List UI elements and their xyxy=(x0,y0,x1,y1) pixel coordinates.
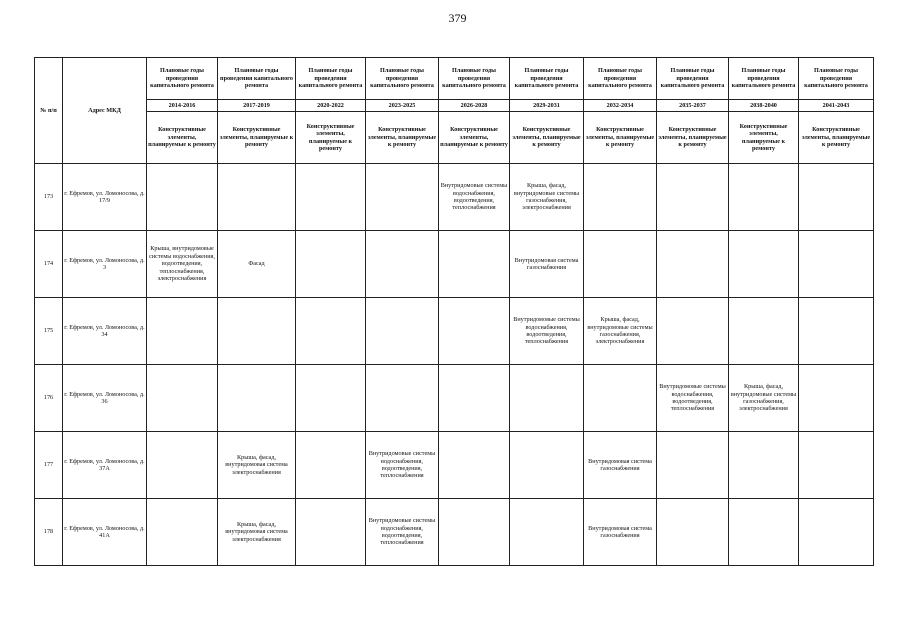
work-cell xyxy=(584,164,657,231)
work-cell xyxy=(799,432,874,499)
work-cell xyxy=(799,164,874,231)
work-cell xyxy=(584,231,657,298)
period-title: Плановые годы проведения капитального ремонта xyxy=(296,58,366,100)
row-number: 176 xyxy=(35,365,63,432)
period-years: 2032-2034 xyxy=(584,100,657,112)
work-cell: Внутридомовая система газоснабжения xyxy=(584,432,657,499)
work-cell xyxy=(218,365,296,432)
row-number: 178 xyxy=(35,499,63,566)
work-cell xyxy=(296,365,366,432)
row-address: г. Ефремов, ул. Ломоносова, д. 34 xyxy=(63,298,147,365)
table-header xyxy=(35,58,874,164)
work-cell xyxy=(657,298,729,365)
work-cell xyxy=(439,298,510,365)
period-title: Плановые годы проведения капитального ремонта xyxy=(657,58,729,100)
work-cell xyxy=(729,164,799,231)
work-cell: Внутридомовые системы водоснабжения, водоотведения, теплоснабжения xyxy=(366,499,439,566)
row-address: г. Ефремов, ул. Ломоносова, д. 3 xyxy=(63,231,147,298)
work-cell: Крыша, фасад, внутридомовые системы газоснабжения, электроснабжения xyxy=(510,164,584,231)
work-cell xyxy=(657,164,729,231)
work-cell xyxy=(296,231,366,298)
period-title: Плановые годы проведения капитального ремонта xyxy=(729,58,799,100)
period-years: 2029-2031 xyxy=(510,100,584,112)
work-cell xyxy=(296,164,366,231)
work-cell: Внутридомовая система газоснабжения xyxy=(584,499,657,566)
period-elements: Конструктивные элементы, планируемые к ремонту xyxy=(366,112,439,164)
table-row xyxy=(35,499,874,566)
period-years: 2038-2040 xyxy=(729,100,799,112)
work-cell xyxy=(366,298,439,365)
work-cell xyxy=(799,231,874,298)
work-cell: Крыша, фасад, внутридомовая система электроснабжения xyxy=(218,499,296,566)
work-cell: Крыша, фасад, внутридомовые системы газоснабжения, электроснабжения xyxy=(584,298,657,365)
period-title: Плановые годы проведения капитального ремонта xyxy=(147,58,218,100)
period-elements: Конструктивные элементы, планируемые к ремонту xyxy=(147,112,218,164)
work-cell xyxy=(729,298,799,365)
work-cell xyxy=(147,298,218,365)
work-cell xyxy=(218,298,296,365)
period-title: Плановые годы проведения капитального ремонта xyxy=(510,58,584,100)
period-elements: Конструктивные элементы, планируемые к ремонту xyxy=(439,112,510,164)
work-cell xyxy=(439,432,510,499)
work-cell: Внутридомовые системы водоснабжения, водоотведения, теплоснабжения xyxy=(366,432,439,499)
work-cell xyxy=(147,164,218,231)
work-cell xyxy=(657,499,729,566)
work-cell xyxy=(439,499,510,566)
period-years: 2014-2016 xyxy=(147,100,218,112)
work-cell xyxy=(366,231,439,298)
work-cell xyxy=(147,499,218,566)
work-cell xyxy=(439,231,510,298)
work-cell: Внутридомовые системы водоснабжения, водоотведения, теплоснабжения xyxy=(510,298,584,365)
work-cell xyxy=(510,365,584,432)
address-column-header: Адрес МКД xyxy=(63,58,147,164)
period-elements: Конструктивные элементы, планируемые к ремонту xyxy=(799,112,874,164)
row-number: 175 xyxy=(35,298,63,365)
work-cell xyxy=(296,499,366,566)
table-row xyxy=(35,231,874,298)
work-cell: Внутридомовая система газоснабжения xyxy=(510,231,584,298)
work-cell xyxy=(147,432,218,499)
work-cell xyxy=(147,365,218,432)
work-cell xyxy=(799,365,874,432)
work-cell xyxy=(510,499,584,566)
work-cell xyxy=(799,499,874,566)
period-years: 2020-2022 xyxy=(296,100,366,112)
work-cell xyxy=(729,432,799,499)
work-cell: Внутридомовые системы водоснабжения, водоотведения, теплоснабжения xyxy=(439,164,510,231)
work-cell xyxy=(799,298,874,365)
work-cell xyxy=(729,499,799,566)
period-elements: Конструктивные элементы, планируемые к ремонту xyxy=(729,112,799,164)
period-years: 2026-2028 xyxy=(439,100,510,112)
work-cell xyxy=(296,298,366,365)
work-cell: Крыша, внутридомовые системы водоснабжения, водоотведения, теплоснабжения, электроснабжения xyxy=(147,231,218,298)
page-number: 379 xyxy=(448,11,467,25)
row-address: г. Ефремов, ул. Ломоносова, д. 37А xyxy=(63,432,147,499)
table-row xyxy=(35,365,874,432)
work-cell xyxy=(729,231,799,298)
table-body xyxy=(35,164,874,566)
work-cell xyxy=(439,365,510,432)
row-address: г. Ефремов, ул. Ломоносова, д. 17/9 xyxy=(63,164,147,231)
work-cell: Внутридомовые системы водоснабжения, водоотведения, теплоснабжения xyxy=(657,365,729,432)
period-elements: Конструктивные элементы, планируемые к ремонту xyxy=(296,112,366,164)
row-address: г. Ефремов, ул. Ломоносова, д. 36 xyxy=(63,365,147,432)
work-cell xyxy=(657,432,729,499)
period-years: 2023-2025 xyxy=(366,100,439,112)
row-number: 177 xyxy=(35,432,63,499)
period-years: 2041-2043 xyxy=(799,100,874,112)
table-row xyxy=(35,432,874,499)
period-elements: Конструктивные элементы, планируемые к ремонту xyxy=(218,112,296,164)
period-title: Плановые годы проведения капитального ремонта xyxy=(799,58,874,100)
num-column-header: № п/п xyxy=(35,58,63,164)
period-title: Плановые годы проведения капитального ремонта xyxy=(439,58,510,100)
work-cell xyxy=(657,231,729,298)
table-row xyxy=(35,298,874,365)
period-elements: Конструктивные элементы, планируемые к ремонту xyxy=(657,112,729,164)
capital-repair-table xyxy=(34,57,874,566)
period-title: Плановые годы проведения капитального ремонта xyxy=(218,58,296,100)
row-address: г. Ефремов, ул. Ломоносова, д. 41А xyxy=(63,499,147,566)
work-cell: Крыша, фасад, внутридомовая система электроснабжения xyxy=(218,432,296,499)
work-cell xyxy=(366,164,439,231)
work-cell xyxy=(296,432,366,499)
work-cell: Крыша, фасад, внутридомовые системы газоснабжения, электроснабжения xyxy=(729,365,799,432)
work-cell: Фасад xyxy=(218,231,296,298)
period-title: Плановые годы проведения капитального ремонта xyxy=(584,58,657,100)
row-number: 174 xyxy=(35,231,63,298)
work-cell xyxy=(510,432,584,499)
row-number: 173 xyxy=(35,164,63,231)
period-years: 2035-2037 xyxy=(657,100,729,112)
work-cell xyxy=(366,365,439,432)
period-elements: Конструктивные элементы, планируемые к ремонту xyxy=(510,112,584,164)
work-cell xyxy=(584,365,657,432)
period-elements: Конструктивные элементы, планируемые к ремонту xyxy=(584,112,657,164)
work-cell xyxy=(218,164,296,231)
period-title: Плановые годы проведения капитального ремонта xyxy=(366,58,439,100)
period-years: 2017-2019 xyxy=(218,100,296,112)
table-row xyxy=(35,164,874,231)
